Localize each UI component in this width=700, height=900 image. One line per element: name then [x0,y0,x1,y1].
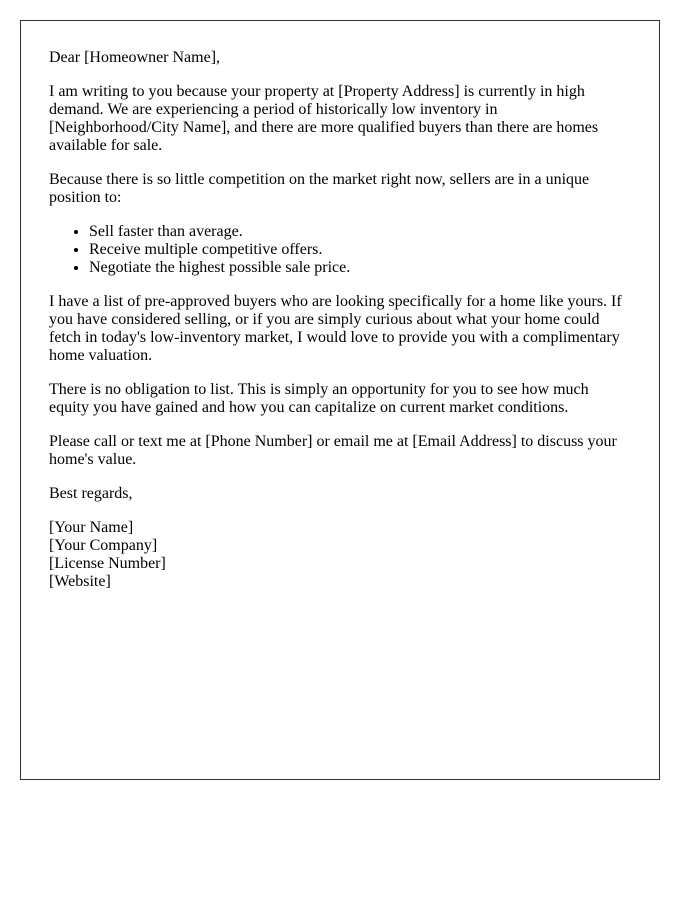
list-item: • Receive multiple competitive offers. [89,241,631,259]
signature-block [49,519,631,591]
salutation: Dear [Homeowner Name], [49,49,221,66]
closing: Best regards, [49,485,133,502]
signature-name: [Your Name] [49,519,134,536]
body-paragraph-intro: I am writing to you because your property at [Property Address] is currently in high demand. We are experiencing a period of historically low inventory in [Neighborhood/City Name], and there are more qualified buyers than there are homes available for sale. [49,83,599,154]
list-item: • Sell faster than average. [89,223,631,241]
body-paragraph-position: Because there is so little competition on the market right now, sellers are in a unique position to: [49,171,590,206]
signature-license: [License Number] [49,555,166,572]
body-paragraph-obligation: There is no obligation to list. This is simply an opportunity for you to see how much equity you have gained and how you can capitalize on current market conditions. [49,381,589,416]
signature-website: [Website] [49,573,111,590]
letter-page [20,20,660,780]
signature-company: [Your Company] [49,537,158,554]
body-paragraph-buyers: I have a list of pre-approved buyers who are looking specifically for a home like yours. If you have considered selling, or if you are simply curious about what your home could fetch in today's low-inventory market, I would love to provide you with a complimentary home valuation. [49,293,622,364]
list-item: • Negotiate the highest possible sale price. [89,259,631,277]
body-paragraph-contact: Please call or text me at [Phone Number] or email me at [Email Address] to discuss your home's value. [49,433,617,468]
benefits-list [49,223,631,277]
